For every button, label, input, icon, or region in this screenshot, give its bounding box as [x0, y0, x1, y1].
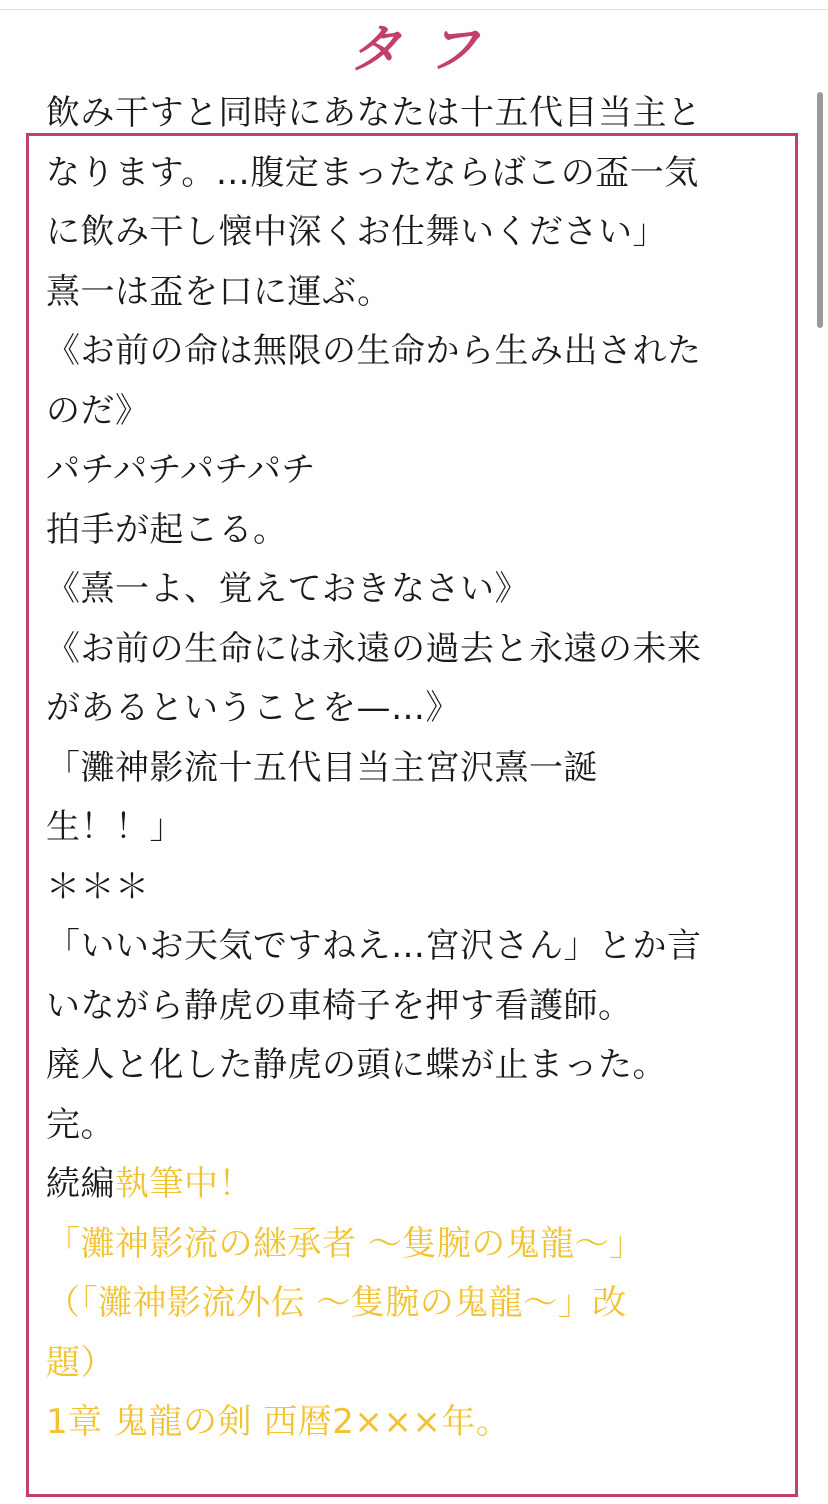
- story-line: 拍手が起こる。: [46, 509, 288, 550]
- story-line: 「灘神影流十五代目当主宮沢熹一誕: [46, 747, 598, 788]
- top-divider: [0, 9, 828, 10]
- story-line: があるということを—…》: [46, 688, 460, 728]
- sequel-title-line: 「灘神影流の継承者 〜隻腕の鬼龍〜」: [46, 1223, 644, 1264]
- story-line: 「いいお天気ですねえ…宮沢さん」とか言: [46, 926, 702, 966]
- story-line: いながら静虎の車椅子を押す看護師。: [46, 985, 633, 1026]
- story-line: 《熹一よ、覚えておきなさい》: [46, 569, 529, 609]
- sequel-title-line: （「灘神影流外伝 〜隻腕の鬼龍〜」改: [46, 1283, 627, 1323]
- story-line: パチパチパチパチ: [46, 450, 316, 490]
- story-text: [46, 84, 778, 1453]
- story-line: 完。: [46, 1104, 115, 1145]
- story-line: 飲み干すと同時にあなたは十五代目当主と: [46, 93, 702, 133]
- story-line: なります。…腹定まったならばこの盃一気: [46, 152, 699, 193]
- sequel-title-line: 題）: [46, 1342, 115, 1383]
- sequel-prefix: 続編: [46, 1164, 115, 1204]
- page-title: タフ: [348, 20, 505, 80]
- sequel-line: [46, 1155, 778, 1215]
- story-line: 《お前の命は無限の生命から生み出された: [46, 331, 702, 371]
- story-line: ＊＊＊: [46, 866, 150, 907]
- story-line: 廃人と化した静虎の頭に蝶が止まった。: [46, 1045, 667, 1085]
- story-line: 《お前の生命には永遠の過去と永遠の未来: [46, 628, 702, 669]
- story-line: 生！！」: [46, 807, 184, 847]
- story-line: に飲み干し懐中深くお仕舞いください」: [46, 212, 667, 252]
- story-line: 熹一は盃を口に運ぶ。: [46, 271, 392, 312]
- sequel-status: 執筆中！: [115, 1164, 253, 1204]
- story-frame: [26, 93, 798, 1497]
- sequel-chapter-line: 1章 鬼龍の剣 西暦2×××年。: [46, 1402, 511, 1442]
- scrollbar[interactable]: [817, 92, 823, 328]
- story-line: のだ》: [46, 390, 150, 431]
